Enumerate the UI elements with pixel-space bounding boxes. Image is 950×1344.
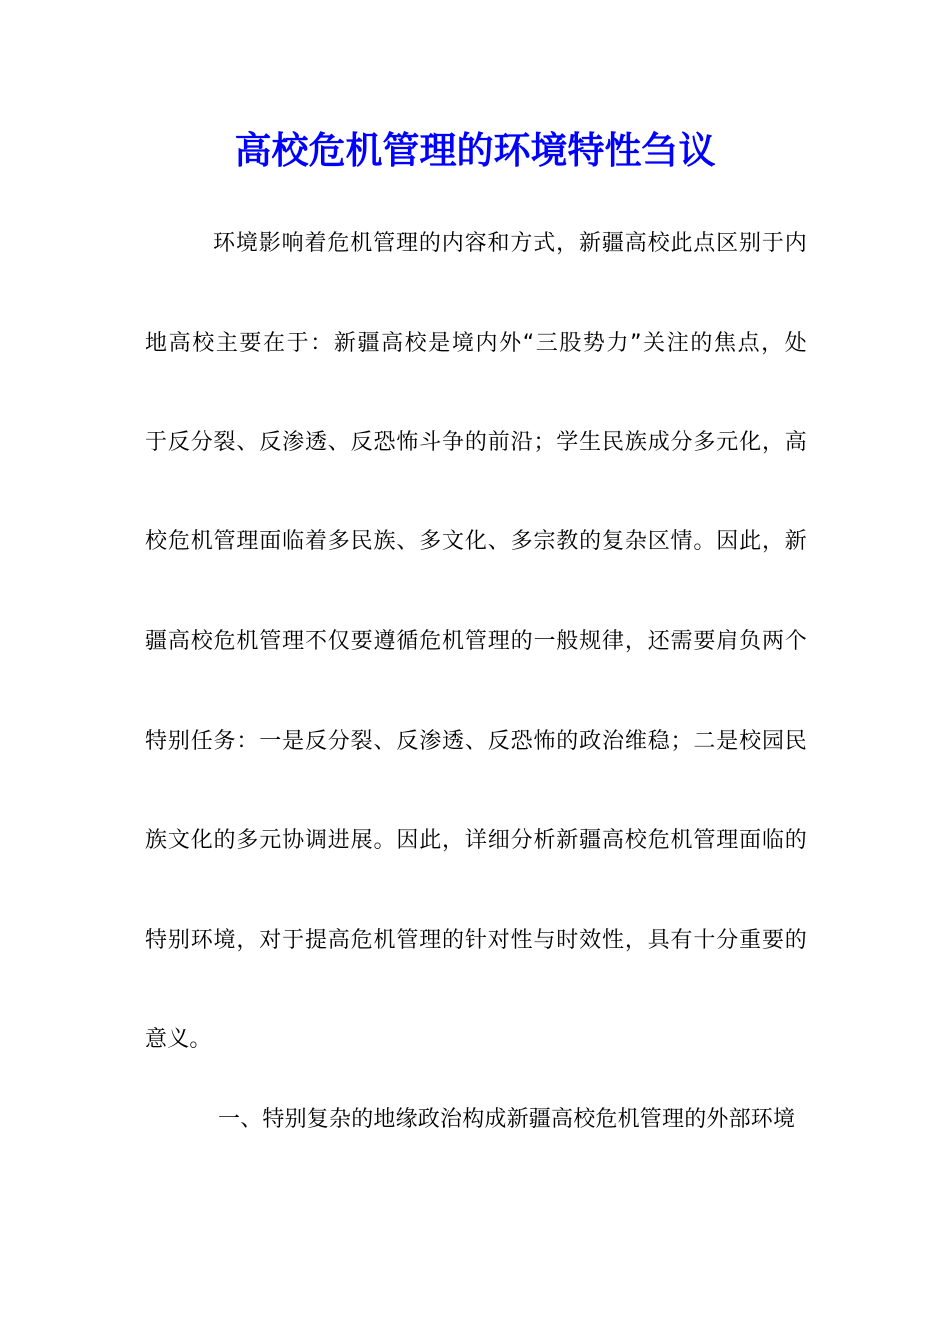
paragraph-line-5: 疆高校危机管理不仅要遵循危机管理的一般规律，还需要肩负两个 <box>145 629 807 654</box>
paragraph-line-1: 环境影响着危机管理的内容和方式，新疆高校此点区别于内 <box>213 231 807 256</box>
paragraph-line-7: 族文化的多元协调进展。因此，详细分析新疆高校危机管理面临的 <box>145 828 807 853</box>
paragraph-line-6: 特别任务：一是反分裂、反渗透、反恐怖的政治维稳；二是校园民 <box>145 729 807 754</box>
document-title: 高校危机管理的环境特性刍议 <box>234 128 716 172</box>
paragraph-line-8: 特别环境，对于提高危机管理的针对性与时效性，具有十分重要的 <box>145 928 807 953</box>
section-heading: 一、特别复杂的地缘政治构成新疆高校危机管理的外部环境 <box>218 1107 796 1132</box>
paragraph-line-9: 意义。 <box>145 1027 212 1052</box>
paragraph-line-4: 校危机管理面临着多民族、多文化、多宗教的复杂区情。因此，新 <box>145 529 807 554</box>
paragraph-line-3: 于反分裂、反渗透、反恐怖斗争的前沿；学生民族成分多元化，高 <box>145 430 807 455</box>
paragraph-line-2: 地高校主要在于：新疆高校是境内外“三股势力”关注的焦点，处 <box>145 331 807 356</box>
